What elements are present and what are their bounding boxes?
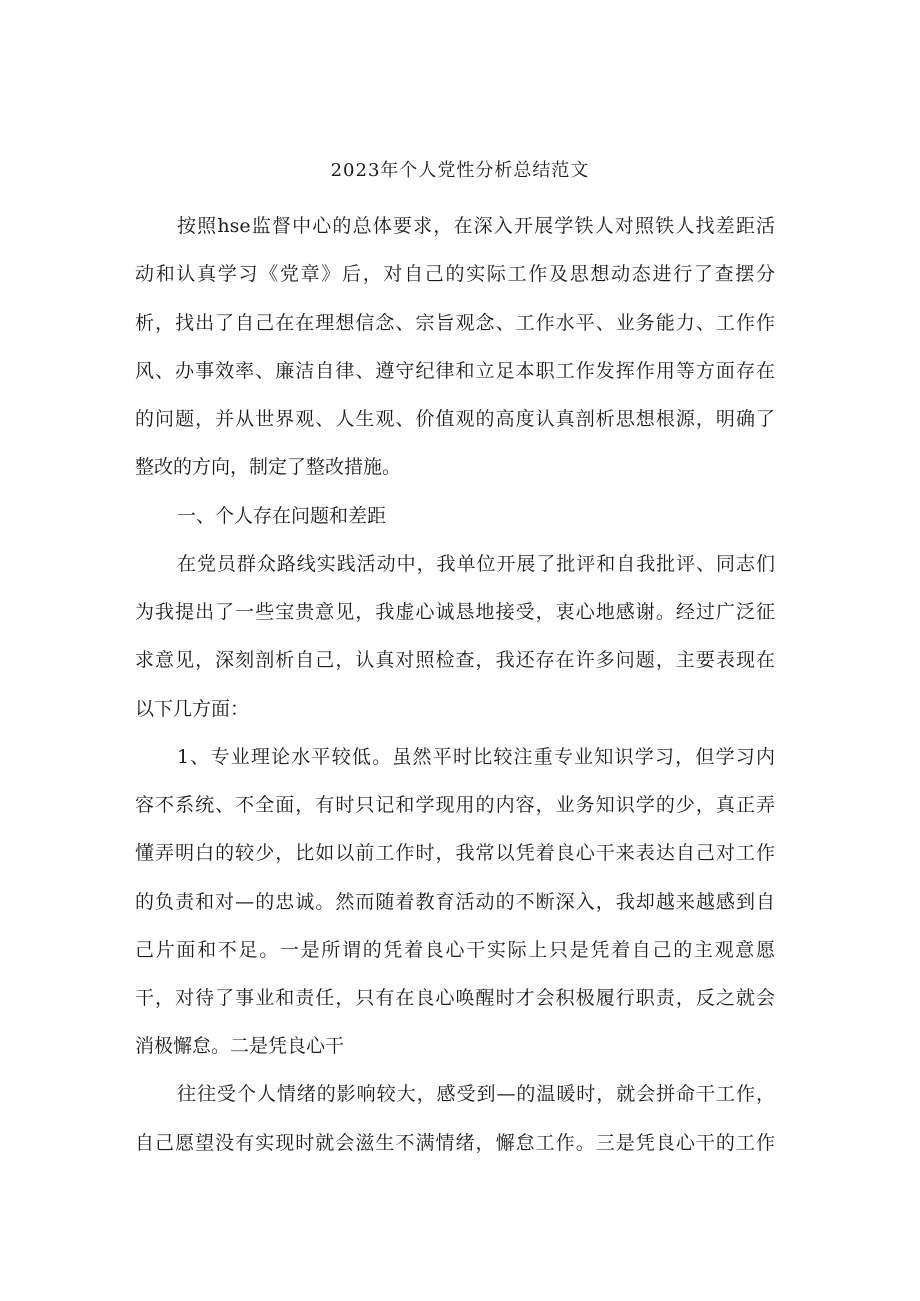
paragraph-line: 往往受个人情绪的影响较大，感受到—的温暖时，就会拼命干工作，	[177, 1083, 775, 1105]
paragraph-line: 析，找出了自己在在理想信念、宗旨观念、工作水平、业务能力、工作作	[135, 312, 775, 334]
section-heading: 一、个人存在问题和差距	[177, 505, 387, 527]
paragraph-line: 在党员群众路线实践活动中，我单位开展了批评和自我批评、同志们	[177, 553, 775, 575]
paragraph-line: 按照hse监督中心的总体要求，在深入开展学铁人对照铁人找差距活	[177, 215, 775, 237]
paragraph-line: 干，对待了事业和责任，只有在良心唤醒时才会积极履行职责，反之就会	[135, 987, 775, 1009]
paragraph-line: 容不系统、不全面，有时只记和学现用的内容，业务知识学的少，真正弄	[135, 794, 775, 816]
paragraph-line: 自己愿望没有实现时就会滋生不满情绪，懈怠工作。三是凭良心干的工作	[135, 1132, 775, 1154]
paragraph-line: 为我提出了一些宝贵意见，我虚心诚恳地接受，衷心地感谢。经过广泛征	[135, 601, 775, 623]
paragraph-line: 求意见，深刻剖析自己，认真对照检查，我还存在许多问题，主要表现在	[135, 649, 775, 671]
paragraph-line: 整改的方向，制定了整改措施。	[135, 456, 402, 478]
paragraph-line: 的问题，并从世界观、人生观、价值观的高度认真剖析思想根源，明确了	[135, 408, 775, 430]
document-title: 2023年个人党性分析总结范文	[330, 160, 590, 181]
paragraph-line: 风、办事效率、廉洁自律、遵守纪律和立足本职工作发挥作用等方面存在	[135, 360, 775, 382]
paragraph-line: 消极懈怠。二是凭良心干	[135, 1035, 345, 1057]
paragraph-line: 懂弄明白的较少，比如以前工作时，我常以凭着良心干来表达自己对工作	[135, 842, 775, 864]
paragraph-line: 己片面和不足。一是所谓的凭着良心干实际上只是凭着自己的主观意愿	[135, 939, 775, 961]
paragraph-line: 动和认真学习《党章》后，对自己的实际工作及思想动态进行了查摆分	[135, 263, 775, 285]
paragraph-line: 的负责和对—的忠诚。然而随着教育活动的不断深入，我却越来越感到自	[135, 891, 775, 913]
paragraph-line: 以下几方面：	[135, 698, 250, 720]
paragraph-line: 1、专业理论水平较低。虽然平时比较注重专业知识学习，但学习内	[177, 746, 775, 768]
